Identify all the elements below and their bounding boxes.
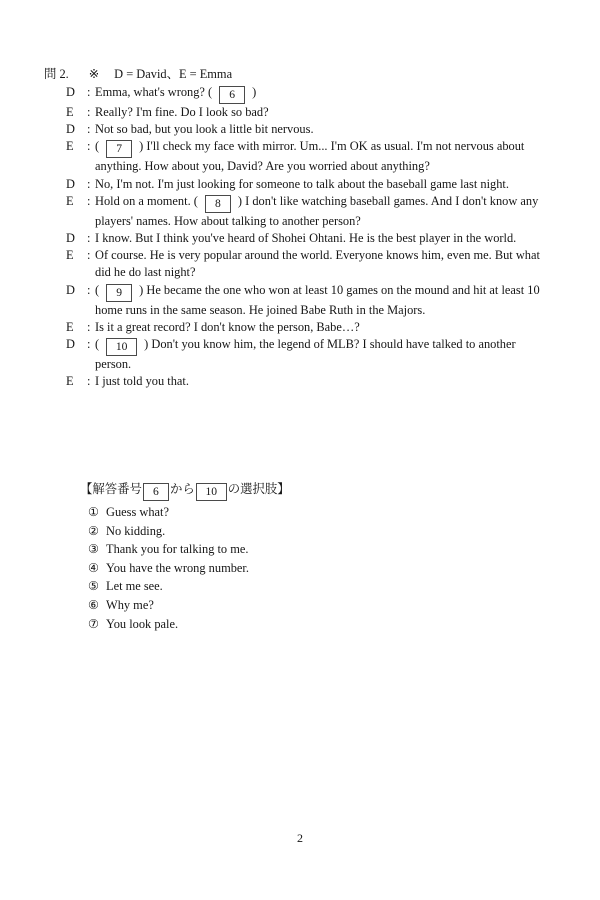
choice-item — [80, 522, 290, 541]
dialogue-colon: : — [87, 319, 91, 334]
dialogue-line — [44, 104, 554, 121]
dialogue-text-run: Emma, what's wrong? ( — [95, 85, 213, 99]
dialogue-text — [95, 176, 554, 193]
choice-number: ③ — [88, 542, 99, 557]
dialogue-colon: : — [87, 85, 91, 99]
answer-number-box: 10 — [106, 338, 137, 356]
dialogue-colon: : — [87, 282, 91, 297]
choice-item — [80, 615, 290, 634]
dialogue-text-run: Is it a great record? I don't know the person, Babe…? — [95, 319, 360, 334]
choice-item — [80, 577, 290, 596]
dialogue-text-run: ( — [95, 282, 100, 297]
dialogue-text — [95, 193, 554, 230]
dialogue-text-run: ( — [95, 337, 100, 352]
speakers-note: D = David、E = Emma — [114, 67, 233, 81]
page-number: 2 — [297, 831, 303, 845]
choice-number: ② — [88, 523, 99, 538]
dialogue-block — [44, 84, 554, 390]
dialogue-speaker: E — [66, 139, 74, 154]
choice-number: ⑥ — [88, 597, 99, 612]
dialogue-text-run: ) — [252, 85, 257, 99]
dialogue-line — [44, 319, 554, 336]
dialogue-line — [44, 282, 554, 319]
dialogue-text — [95, 319, 554, 336]
dialogue-text — [95, 230, 554, 247]
answer-number-box: 9 — [106, 284, 132, 302]
dialogue-text — [95, 282, 554, 319]
dialogue-speaker: E — [66, 193, 74, 208]
answer-number-box: 8 — [205, 195, 231, 213]
choice-item — [80, 596, 290, 615]
dialogue-line — [44, 230, 554, 247]
dialogue-colon: : — [87, 105, 91, 119]
choice-label: You have the wrong number. — [106, 560, 249, 575]
heading-answer-box-from: 6 — [143, 483, 169, 501]
dialogue-colon: : — [87, 176, 91, 191]
question-header — [44, 66, 232, 83]
choices-heading-open: 【解答番号 — [80, 482, 142, 496]
dialogue-line — [44, 373, 554, 390]
dialogue-line — [44, 336, 554, 373]
choice-number: ① — [88, 505, 99, 519]
dialogue-text-run: ) Don't you know him, the legend of MLB? I should have talked to another person. — [95, 337, 516, 372]
choices-heading-close: の選択肢】 — [227, 482, 290, 496]
choice-number: ④ — [88, 560, 99, 575]
dialogue-text-run: ) He became the one who won at least 10 games on the mound and hit at least 10 home runs in the same season. He joined Babe Ruth in the Majors. — [95, 282, 540, 317]
choice-label: Let me see. — [106, 579, 163, 594]
dialogue-speaker: D — [66, 85, 75, 99]
dialogue-text-run: I know. But I think you've heard of Shohei Ohtani. He is the best player in the world. — [95, 231, 517, 246]
dialogue-line — [44, 84, 554, 104]
choices-heading-between: から — [169, 482, 195, 496]
dialogue-colon: : — [87, 139, 91, 154]
dialogue-colon: : — [87, 374, 91, 389]
dialogue-line — [44, 193, 554, 230]
dialogue-speaker: E — [66, 374, 74, 389]
choice-item — [80, 559, 290, 578]
dialogue-text — [95, 84, 554, 104]
answer-number-box: 7 — [106, 140, 132, 158]
dialogue-text — [95, 336, 554, 373]
dialogue-text-run: Hold on a moment. ( — [95, 193, 198, 208]
note-mark-icon: ※ — [88, 67, 100, 81]
choice-number: ⑦ — [88, 616, 99, 631]
choice-item — [80, 540, 290, 559]
dialogue-text-run: ) I don't like watching baseball games. And I don't know any players' names. How about talking to another person? — [95, 193, 539, 228]
dialogue-line — [44, 121, 554, 138]
dialogue-speaker: D — [66, 176, 75, 191]
choices-section — [80, 481, 290, 633]
dialogue-text — [95, 247, 554, 281]
dialogue-speaker: D — [66, 337, 75, 352]
choice-label: You look pale. — [106, 616, 179, 631]
dialogue-line — [44, 176, 554, 193]
dialogue-colon: : — [87, 337, 91, 352]
dialogue-text — [95, 121, 554, 138]
answer-number-box: 6 — [219, 86, 245, 104]
dialogue-text-run: ) I'll check my face with mirror. Um... I'm OK as usual. I'm not nervous about anything. How about you, David? Are you worried about anything? — [95, 139, 525, 174]
dialogue-text-run: ( — [95, 139, 100, 154]
choice-list — [80, 503, 290, 633]
dialogue-text-run: No, I'm not. I'm just looking for someone to talk about the baseball game last night. — [95, 176, 509, 191]
dialogue-speaker: E — [66, 105, 74, 119]
choice-label: No kidding. — [106, 523, 166, 538]
dialogue-colon: : — [87, 231, 91, 246]
choices-heading — [80, 481, 290, 501]
dialogue-text — [95, 104, 554, 121]
dialogue-speaker: D — [66, 282, 75, 297]
dialogue-text-run: Of course. He is very popular around the world. Everyone knows him, even me. But what did he do last night? — [95, 248, 540, 280]
heading-answer-box-to: 10 — [196, 483, 227, 501]
dialogue-text-run: Not so bad, but you look a little bit nervous. — [95, 122, 314, 137]
dialogue-text-run: I just told you that. — [95, 374, 189, 389]
dialogue-text — [95, 138, 554, 175]
dialogue-speaker: E — [66, 319, 74, 334]
dialogue-line — [44, 138, 554, 175]
choice-label: Why me? — [106, 597, 154, 612]
dialogue-speaker: E — [66, 248, 74, 263]
dialogue-speaker: D — [66, 122, 75, 137]
dialogue-colon: : — [87, 193, 91, 208]
dialogue-colon: : — [87, 122, 91, 137]
dialogue-speaker: D — [66, 231, 75, 246]
dialogue-line — [44, 247, 554, 281]
dialogue-colon: : — [87, 248, 91, 263]
dialogue-text-run: Really? I'm fine. Do I look so bad? — [95, 105, 269, 119]
choice-label: Guess what? — [106, 505, 169, 519]
dialogue-text — [95, 373, 554, 390]
choice-item — [80, 503, 290, 522]
choice-number: ⑤ — [88, 579, 99, 594]
choice-label: Thank you for talking to me. — [106, 542, 249, 557]
question-number-label: 問 2. — [44, 67, 69, 81]
